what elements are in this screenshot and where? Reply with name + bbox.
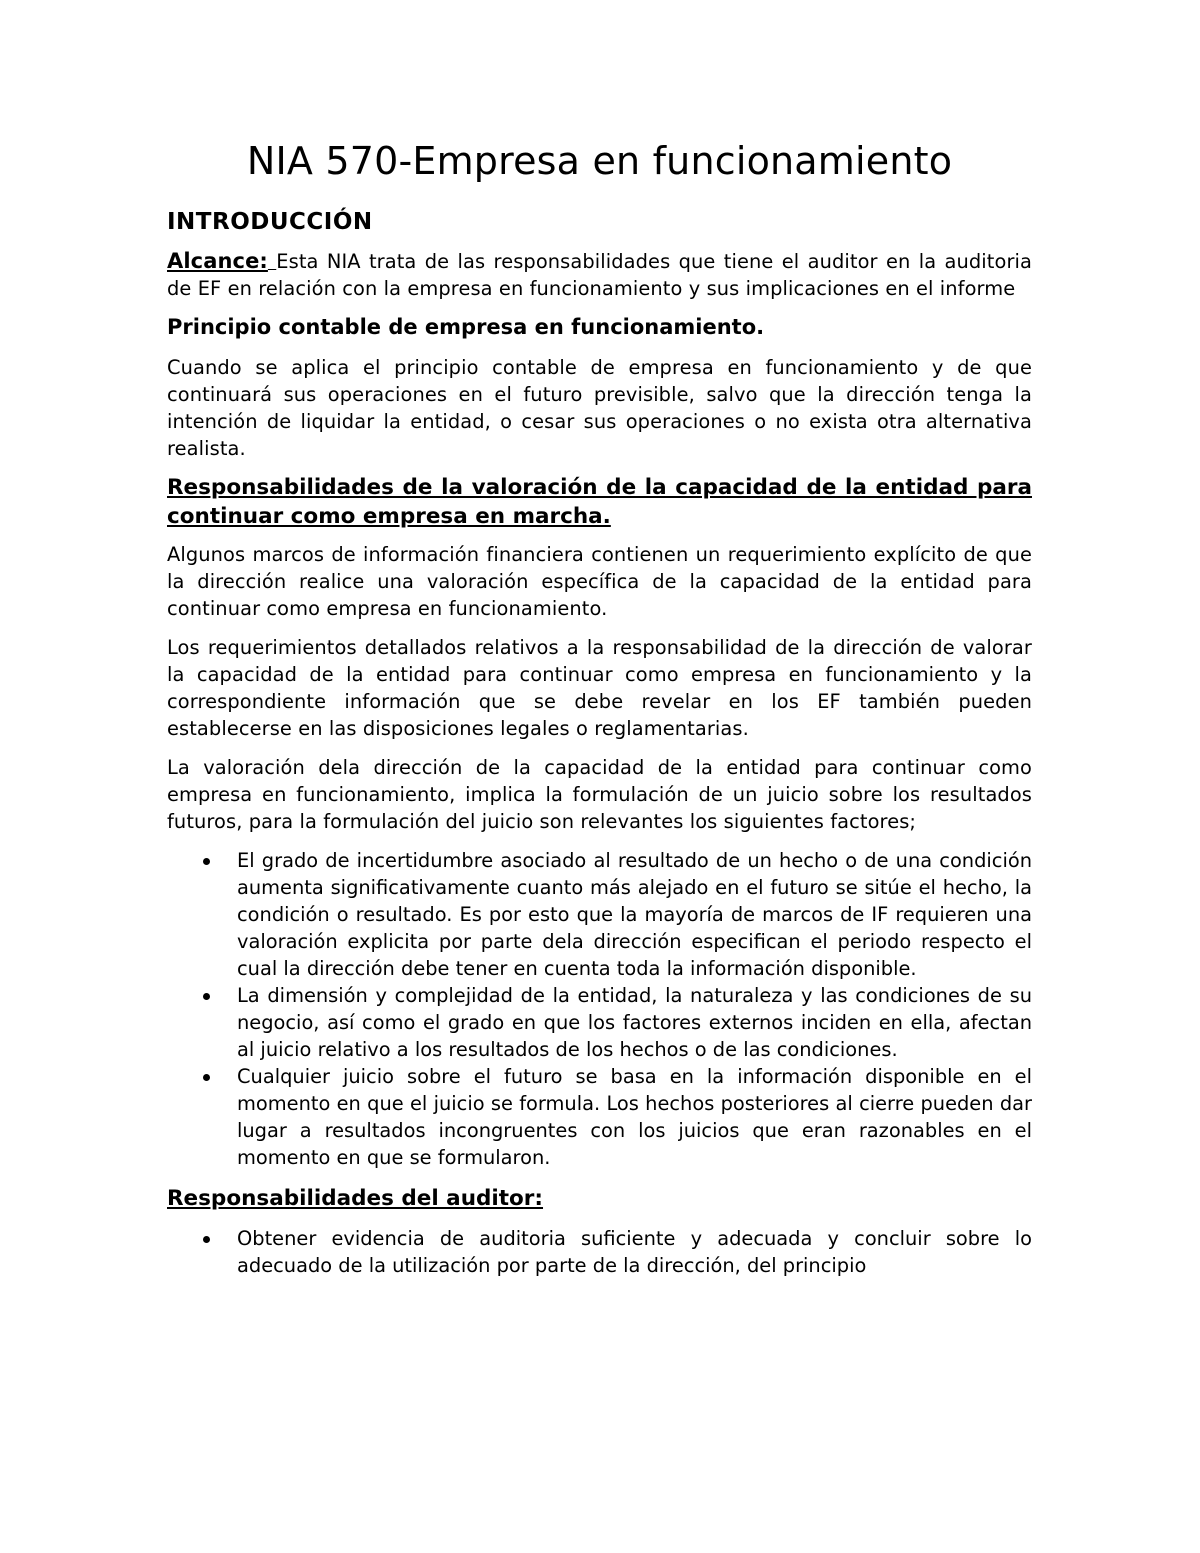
list-item-text: El grado de incertidumbre asociado al resultado de un hecho o de una condición aumenta significativamente cuanto más alejado en el futuro se sitúe el hecho, la condición o resultado. Es por esto que la mayoría de marcos de IF requieren una valoración explicita por parte dela dirección especifican el periodo respecto el cual la dirección debe tener en cuenta toda la información disponible. [237,849,1032,980]
bullet-icon [203,1074,210,1081]
management-responsibilities-heading: Responsabilidades de la valoración de la capacidad de la entidad para continuar como empresa en marcha. [167,475,1032,529]
bullet-icon [203,858,210,865]
management-paragraph-2: Los requerimientos detallados relativos a la responsabilidad de la dirección de valorar la capacidad de la entidad para continuar como empresa en funcionamiento y la correspondiente información que se debe revelar en los EF también pueden establecerse en las disposiciones legales o reglamentarias. [167,636,1032,740]
list-item-text: Cualquier juicio sobre el futuro se basa en la información disponible en el momento en que el juicio se formula. Los hechos posteriores al cierre pueden dar lugar a resultados incongruentes con los juicios que eran razonables en el momento en que se formularon. [237,1065,1032,1169]
list-item [167,1063,1032,1171]
scope-label: Alcance: [167,249,268,273]
list-item [167,1225,1032,1279]
list-item-text: La dimensión y complejidad de la entidad, la naturaleza y las condiciones de su negocio, así como el grado en que los factores externos inciden en ella, afectan al juicio relativo a los resultados de los hechos o de las condiciones. [237,984,1032,1061]
document-page [167,138,1032,1289]
list-item-text: Obtener evidencia de auditoria suficiente y adecuada y concluir sobre lo adecuado de la utilización por parte de la dirección, del principio [237,1227,1032,1277]
scope-underline-gap [268,250,276,273]
principle-paragraph: Cuando se aplica el principio contable de empresa en funcionamiento y de que continuará sus operaciones en el futuro previsible, salvo que la dirección tenga la intención de liquidar la entidad, o cesar sus operaciones o no exista otra alternativa realista. [167,356,1032,460]
principle-heading: Principio contable de empresa en funcionamiento. [167,315,765,339]
list-item [167,847,1032,982]
auditor-responsibilities-heading: Responsabilidades del auditor: [167,1186,544,1211]
management-paragraph-3: La valoración dela dirección de la capacidad de la entidad para continuar como empresa en funcionamiento, implica la formulación de un juicio sobre los resultados futuros, para la formulación del juicio son relevantes los siguientes factores; [167,756,1032,833]
bullet-icon [203,1236,210,1243]
scope-paragraph [167,248,1032,302]
document-title: NIA 570-Empresa en funcionamiento [246,139,953,183]
scope-text: Esta NIA trata de las responsabilidades que tiene el auditor en la auditoria de EF en relación con la empresa en funcionamiento y sus implicaciones en el informe [167,250,1033,300]
management-paragraph-1: Algunos marcos de información financiera contienen un requerimiento explícito de que la dirección realice una valoración específica de la capacidad de la entidad para continuar como empresa en funcionamiento. [167,543,1032,620]
bullet-icon [203,993,210,1000]
introduction-heading: INTRODUCCIÓN [167,209,373,235]
judgment-factors-list [167,847,1032,1171]
list-item [167,982,1032,1063]
auditor-responsibilities-list [167,1225,1032,1279]
